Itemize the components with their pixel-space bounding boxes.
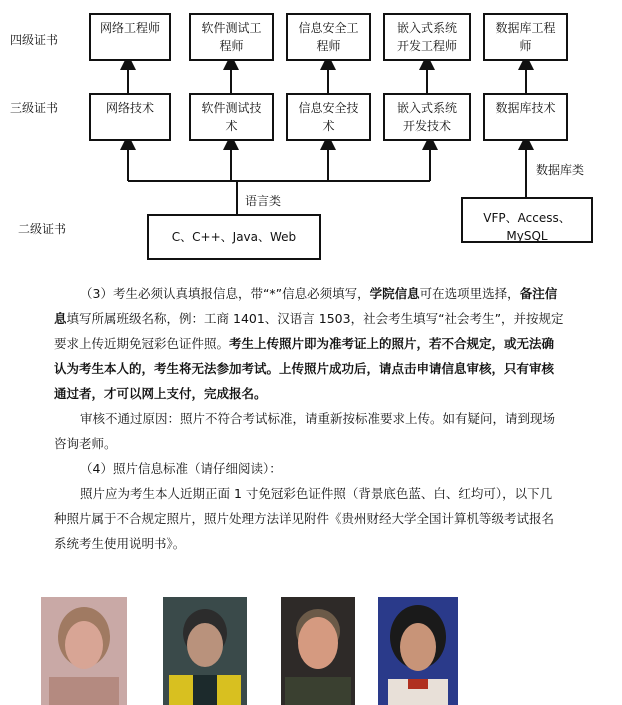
cert-database-tech: 数据库技术 [483, 93, 568, 141]
para-upload-rules: （3）考生必须认真填报信息，带“*”信息必须填写，学院信息可在选项里选择，备注信息填写所属班级名称，例：工商 1401、汉语言 1503，社会考生填写“社会考生”，并按规定要求上传近期免冠彩色证件照。考生上传照片即为准考证上的照片，若不合规定，或无法确认为考生本人的，考生将无法参加考试。上传照片成功后，请点击申请信息审核，只有审核通过者，才可以网上支付，完成报名。 [54, 286, 564, 401]
cert-software-test-engineer: 软件测试工 程师 [189, 13, 274, 61]
sample-photo-4 [378, 597, 458, 705]
cert-infosec-tech: 信息安全技 术 [286, 93, 371, 141]
cert-embedded-tech: 嵌入式系统 开发技术 [383, 93, 471, 141]
cert-database-engineer: 数据库工程 师 [483, 13, 568, 61]
para-photo-standard: 照片应为考生本人近期正面 1 寸免冠彩色证件照（背景底色蓝、白、红均可），以下几种照片属于不合规定照片，照片处理方法详见附件《贵州财经大学全国计算机等级考试报名系统考生使用说明书》。 [54, 486, 555, 551]
cert-embedded-engineer: 嵌入式系统 开发工程师 [383, 13, 471, 61]
language-category-label: 语言类 [245, 194, 282, 208]
cert-software-test-tech: 软件测试技 术 [189, 93, 274, 141]
cert-network-tech: 网络技术 [89, 93, 171, 141]
level-two-label: 二级证书 [18, 222, 67, 236]
level-three-label: 三级证书 [10, 101, 59, 115]
para-photo-standard-heading: （4）照片信息标准（请仔细阅读）： [80, 461, 282, 476]
cert-language-box: C、C++、Java、Web [147, 214, 321, 260]
cert-network-engineer: 网络工程师 [89, 13, 171, 61]
instructions-text [54, 281, 564, 556]
level-four-label: 四级证书 [10, 33, 59, 47]
sample-photo-3 [281, 597, 355, 705]
cert-database-box: VFP、Access、MySQL [461, 197, 593, 243]
database-category-label: 数据库类 [536, 163, 585, 177]
cert-infosec-engineer: 信息安全工 程师 [286, 13, 371, 61]
para-review-failure: 审核不通过原因：照片不符合考试标准，请重新按标准要求上传。如有疑问，请到现场咨询老师。 [54, 411, 556, 451]
sample-photo-1 [41, 597, 127, 705]
sample-photo-2 [163, 597, 247, 705]
